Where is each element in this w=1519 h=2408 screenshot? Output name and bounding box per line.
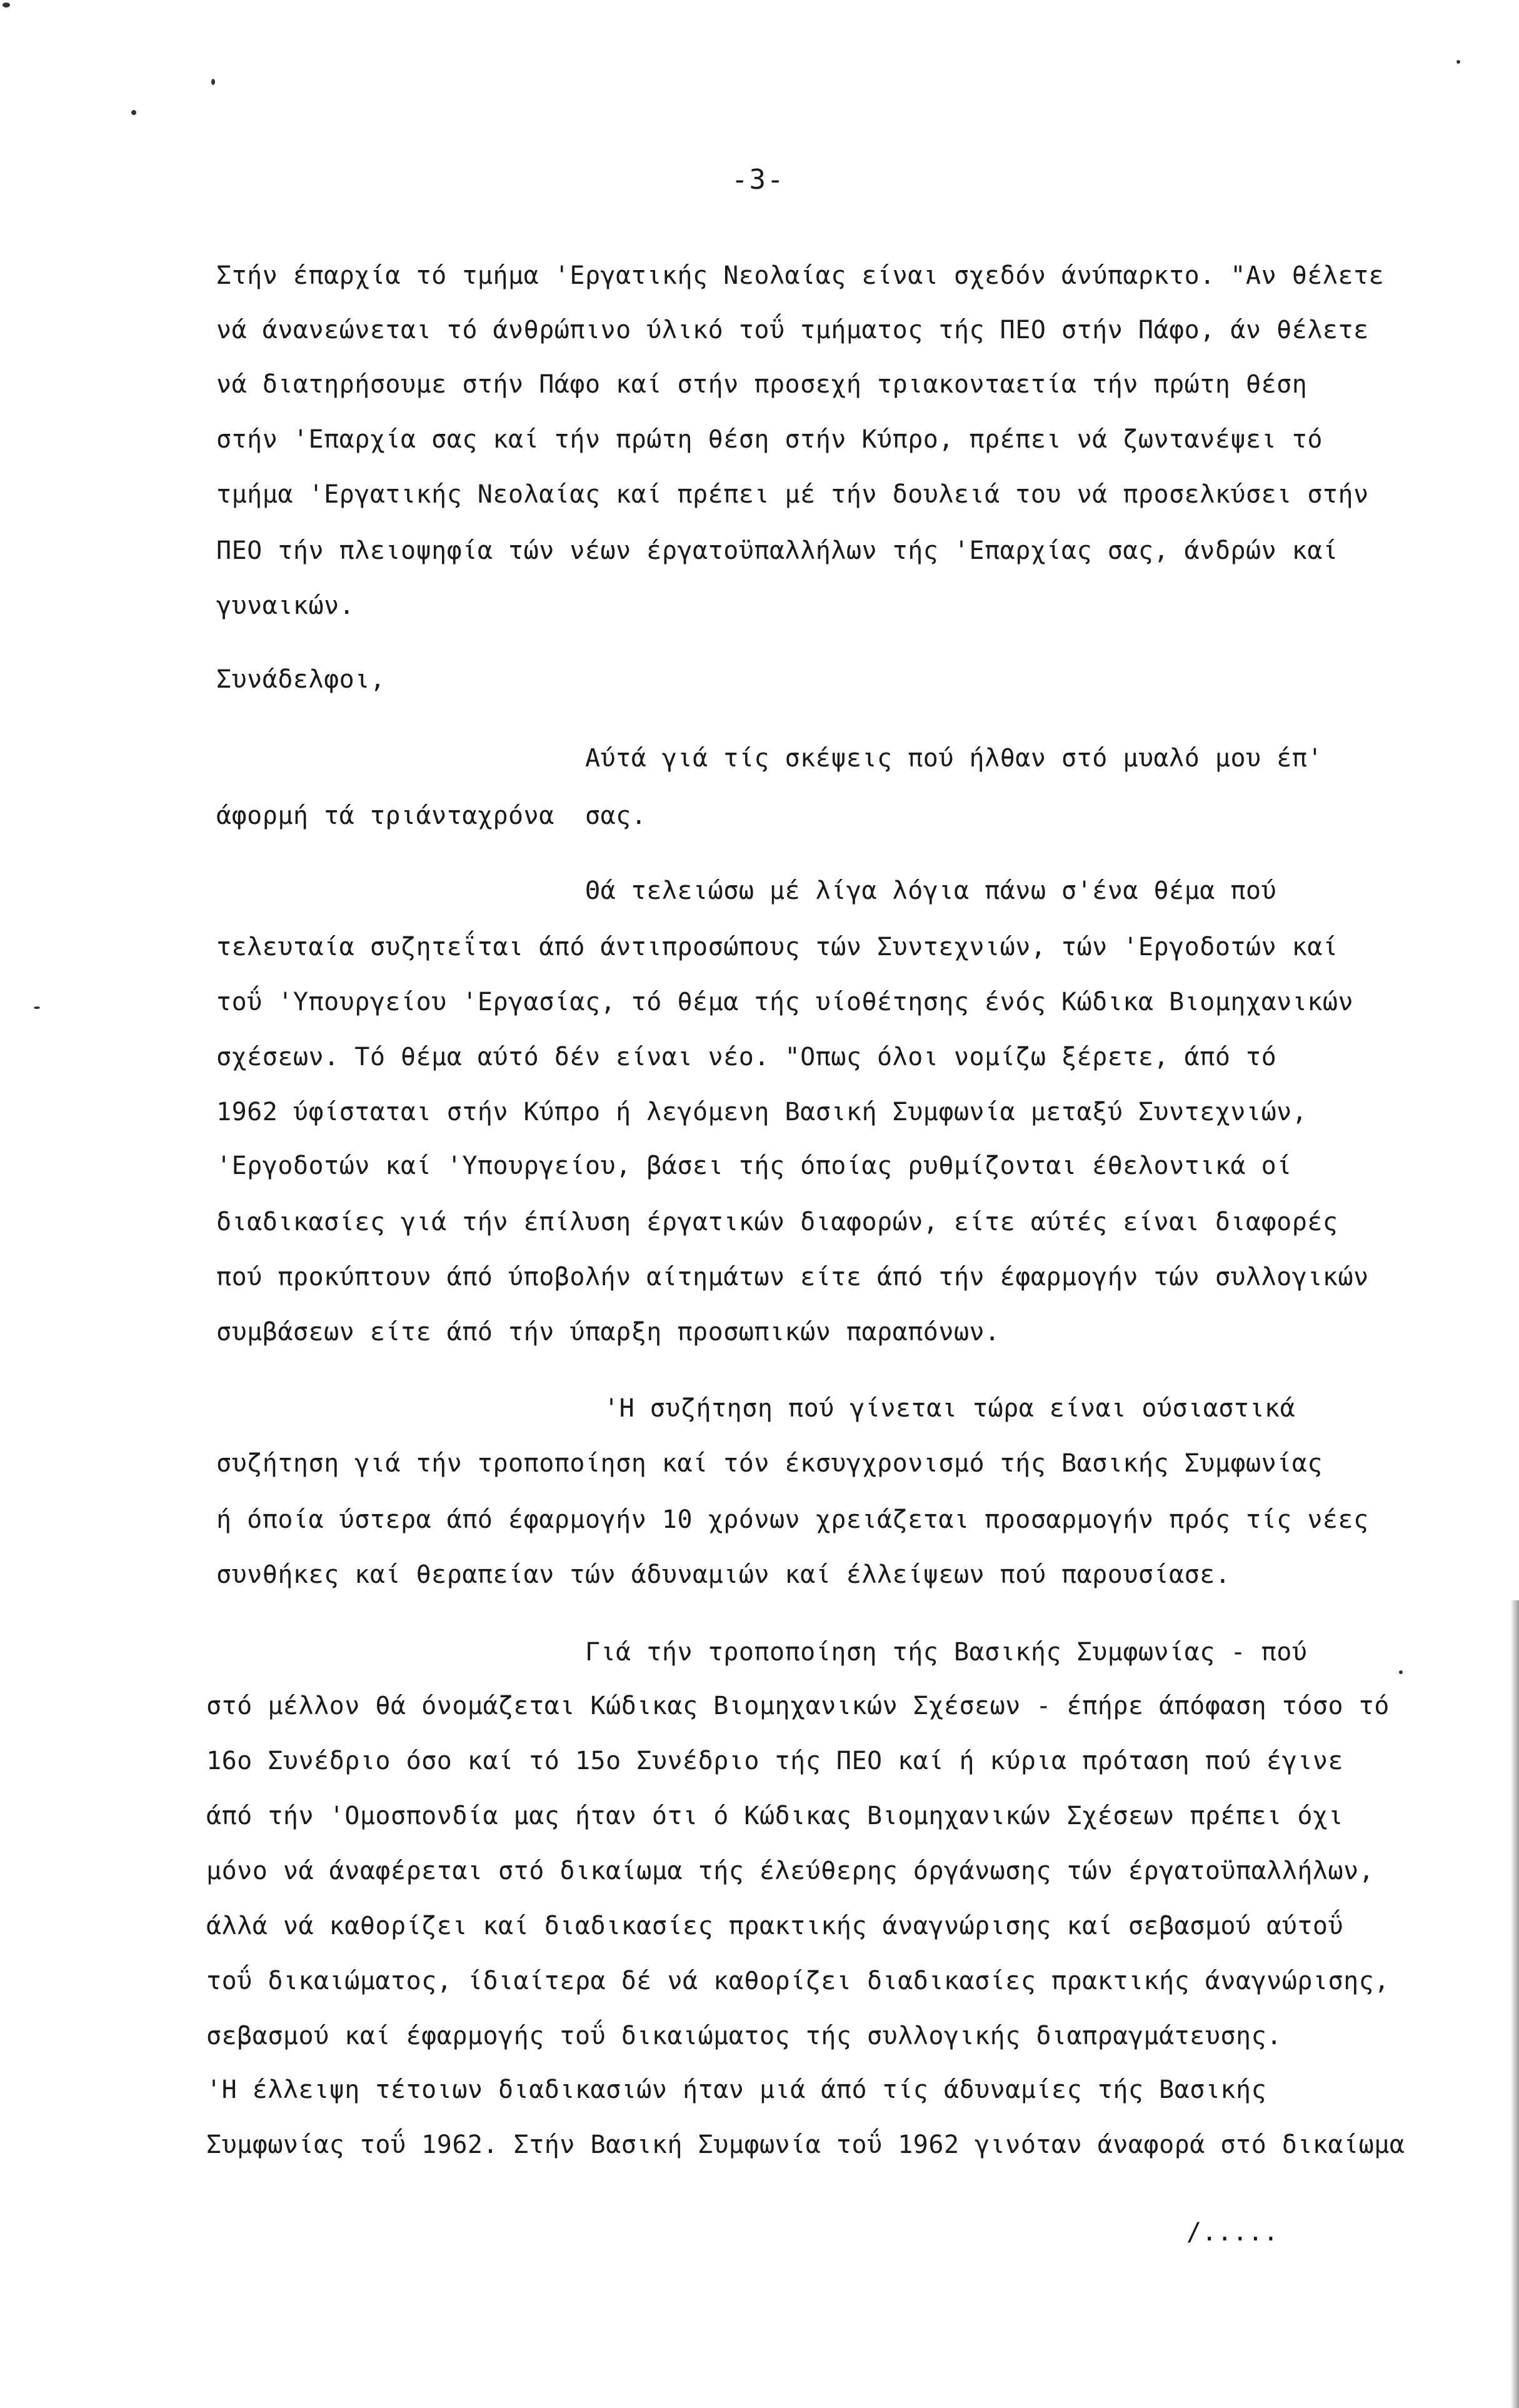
text-line: πού προκύπτουν άπό ύποβολήν αίτημάτων είτε άπό τήν έφαρμογήν τών συλλογικών bbox=[216, 1263, 1369, 1292]
text-line: γυναικών. bbox=[216, 591, 355, 620]
text-line: τελευταία συζητεΐται άπό άντιπροσώπους τών Συντεχνιών, τών 'Εργοδοτών καί bbox=[216, 933, 1338, 961]
text-line: Θά τελειώσω μέ λίγα λόγια πάνω σ'ένα θέμα πού bbox=[585, 876, 1277, 905]
text-line: νά διατηρήσουμε στήν Πάφο καί στήν προσεχή τριακονταετία τήν πρώτη θέση bbox=[216, 370, 1308, 399]
text-line: τοΰ 'Υπουργείου 'Εργασίας, τό θέμα τής υίοθέτησης ένός Κώδικα Βιομηχανικών bbox=[216, 988, 1354, 1016]
text-line: Στήν έπαρχία τό τμήμα 'Εργατικής Νεολαίας είναι σχεδόν άνύπαρκτο. "Αν θέλετε bbox=[216, 261, 1385, 290]
text-line: συνθήκες καί θεραπείαν τών άδυναμιών καί έλλείψεων πού παρουσίασε. bbox=[216, 1560, 1231, 1589]
text-line: Αύτά γιά τίς σκέψεις πού ήλθαν στό μυαλό μου έπ' bbox=[585, 744, 1323, 773]
text-line: 'Εργοδοτών καί 'Υπουργείου, βάσει τής όποίας ρυθμίζονται έθελοντικά οί bbox=[216, 1151, 1292, 1180]
text-line: ΠΕΟ τήν πλειοψηφία τών νέων έργατοϋπαλλήλων τής 'Επαρχίας σας, άνδρών καί bbox=[216, 536, 1338, 565]
text-line: Συμφωνίας τοΰ 1962. Στήν Βασική Συμφωνία τοΰ 1962 γινόταν άναφορά στό δικαίωμα bbox=[206, 2130, 1405, 2159]
text-line: τμήμα 'Εργατικής Νεολαίας καί πρέπει μέ τήν δουλειά του νά προσελκύσει στήν bbox=[216, 480, 1369, 509]
text-line: 'Η συζήτηση πού γίνεται τώρα είναι ούσιαστικά bbox=[604, 1394, 1296, 1423]
scan-speck bbox=[211, 79, 215, 85]
text-line: ή όποία ύστερα άπό έφαρμογήν 10 χρόνων χρειάζεται προσαρμογήν πρός τίς νέες bbox=[216, 1505, 1369, 1534]
text-line: σας. bbox=[585, 801, 647, 830]
text-line: τοΰ δικαιώματος, ίδιαίτερα δέ νά καθορίζει διαδικασίες πρακτικής άναγνώρισης, bbox=[206, 1967, 1390, 1995]
text-line: 1962 ύφίσταται στήν Κύπρο ή λεγόμενη Βασική Συμφωνία μεταξύ Συντεχνιών, bbox=[216, 1098, 1308, 1126]
text-line: στήν 'Επαρχία σας καί τήν πρώτη θέση στήν Κύπρο, πρέπει νά ζωντανέψει τό bbox=[216, 425, 1323, 454]
continuation-mark: /..... bbox=[1186, 2218, 1279, 2247]
text-line: 16ο Συνέδριο όσο καί τό 15ο Συνέδριο τής ΠΕΟ καί ή κύρια πρόταση πού έγινε bbox=[206, 1747, 1344, 1775]
text-line: άφορμή τά τριάνταχρόνα bbox=[216, 801, 554, 830]
text-line: διαδικασίες γιά τήν έπίλυση έργατικών διαφορών, είτε αύτές είναι διαφορές bbox=[216, 1208, 1338, 1237]
salutation: Συνάδελφοι, bbox=[216, 665, 386, 694]
text-line: σεβασμού καί έφαρμογής τοΰ δικαιώματος τής συλλογικής διαπραγμάτευσης. bbox=[206, 2022, 1282, 2050]
page-number: -3- bbox=[731, 164, 785, 196]
text-line: σχέσεων. Τό θέμα αύτό δέν είναι νέο. "Οπως όλοι νομίζω ξέρετε, άπό τό bbox=[216, 1043, 1277, 1071]
scan-speck bbox=[1399, 1670, 1403, 1674]
text-line: συζήτηση γιά τήν τροποποίηση καί τόν έκσυγχρονισμό τής Βασικής Συμφωνίας bbox=[216, 1449, 1323, 1478]
scan-edge-shadow bbox=[1510, 1600, 1519, 2408]
text-line: άλλά νά καθορίζει καί διαδικασίες πρακτικής άναγνώρισης καί σεβασμού αύτοΰ bbox=[206, 1912, 1344, 1940]
text-line: νά άνανεώνεται τό άνθρώπινο ύλικό τοΰ τμήματος τής ΠΕΟ στήν Πάφο, άν θέλετε bbox=[216, 316, 1369, 344]
scan-speck bbox=[3, 3, 10, 8]
scan-speck bbox=[131, 110, 136, 115]
text-line: συμβάσεων είτε άπό τήν ύπαρξη προσωπικών παραπόνων. bbox=[216, 1318, 1000, 1347]
text-line: μόνο νά άναφέρεται στό δικαίωμα τής έλεύθερης όργάνωσης τών έργατοϋπαλλήλων, bbox=[206, 1857, 1375, 1885]
text-line: 'Η έλλειψη τέτοιων διαδικασιών ήταν μιά άπό τίς άδυναμίες τής Βασικής bbox=[206, 2075, 1267, 2104]
scan-speck bbox=[1456, 60, 1460, 64]
text-line: στό μέλλον θά όνομάζεται Κώδικας Βιομηχανικών Σχέσεων - έπήρε άπόφαση τόσο τό bbox=[206, 1692, 1390, 1720]
text-line: άπό τήν 'Ομοσπονδία μας ήταν ότι ό Κώδικας Βιομηχανικών Σχέσεων πρέπει όχι bbox=[206, 1802, 1344, 1830]
text-line: Γιά τήν τροποποίηση τής Βασικής Συμφωνίας - πού bbox=[585, 1638, 1308, 1667]
scan-speck bbox=[34, 1006, 40, 1009]
